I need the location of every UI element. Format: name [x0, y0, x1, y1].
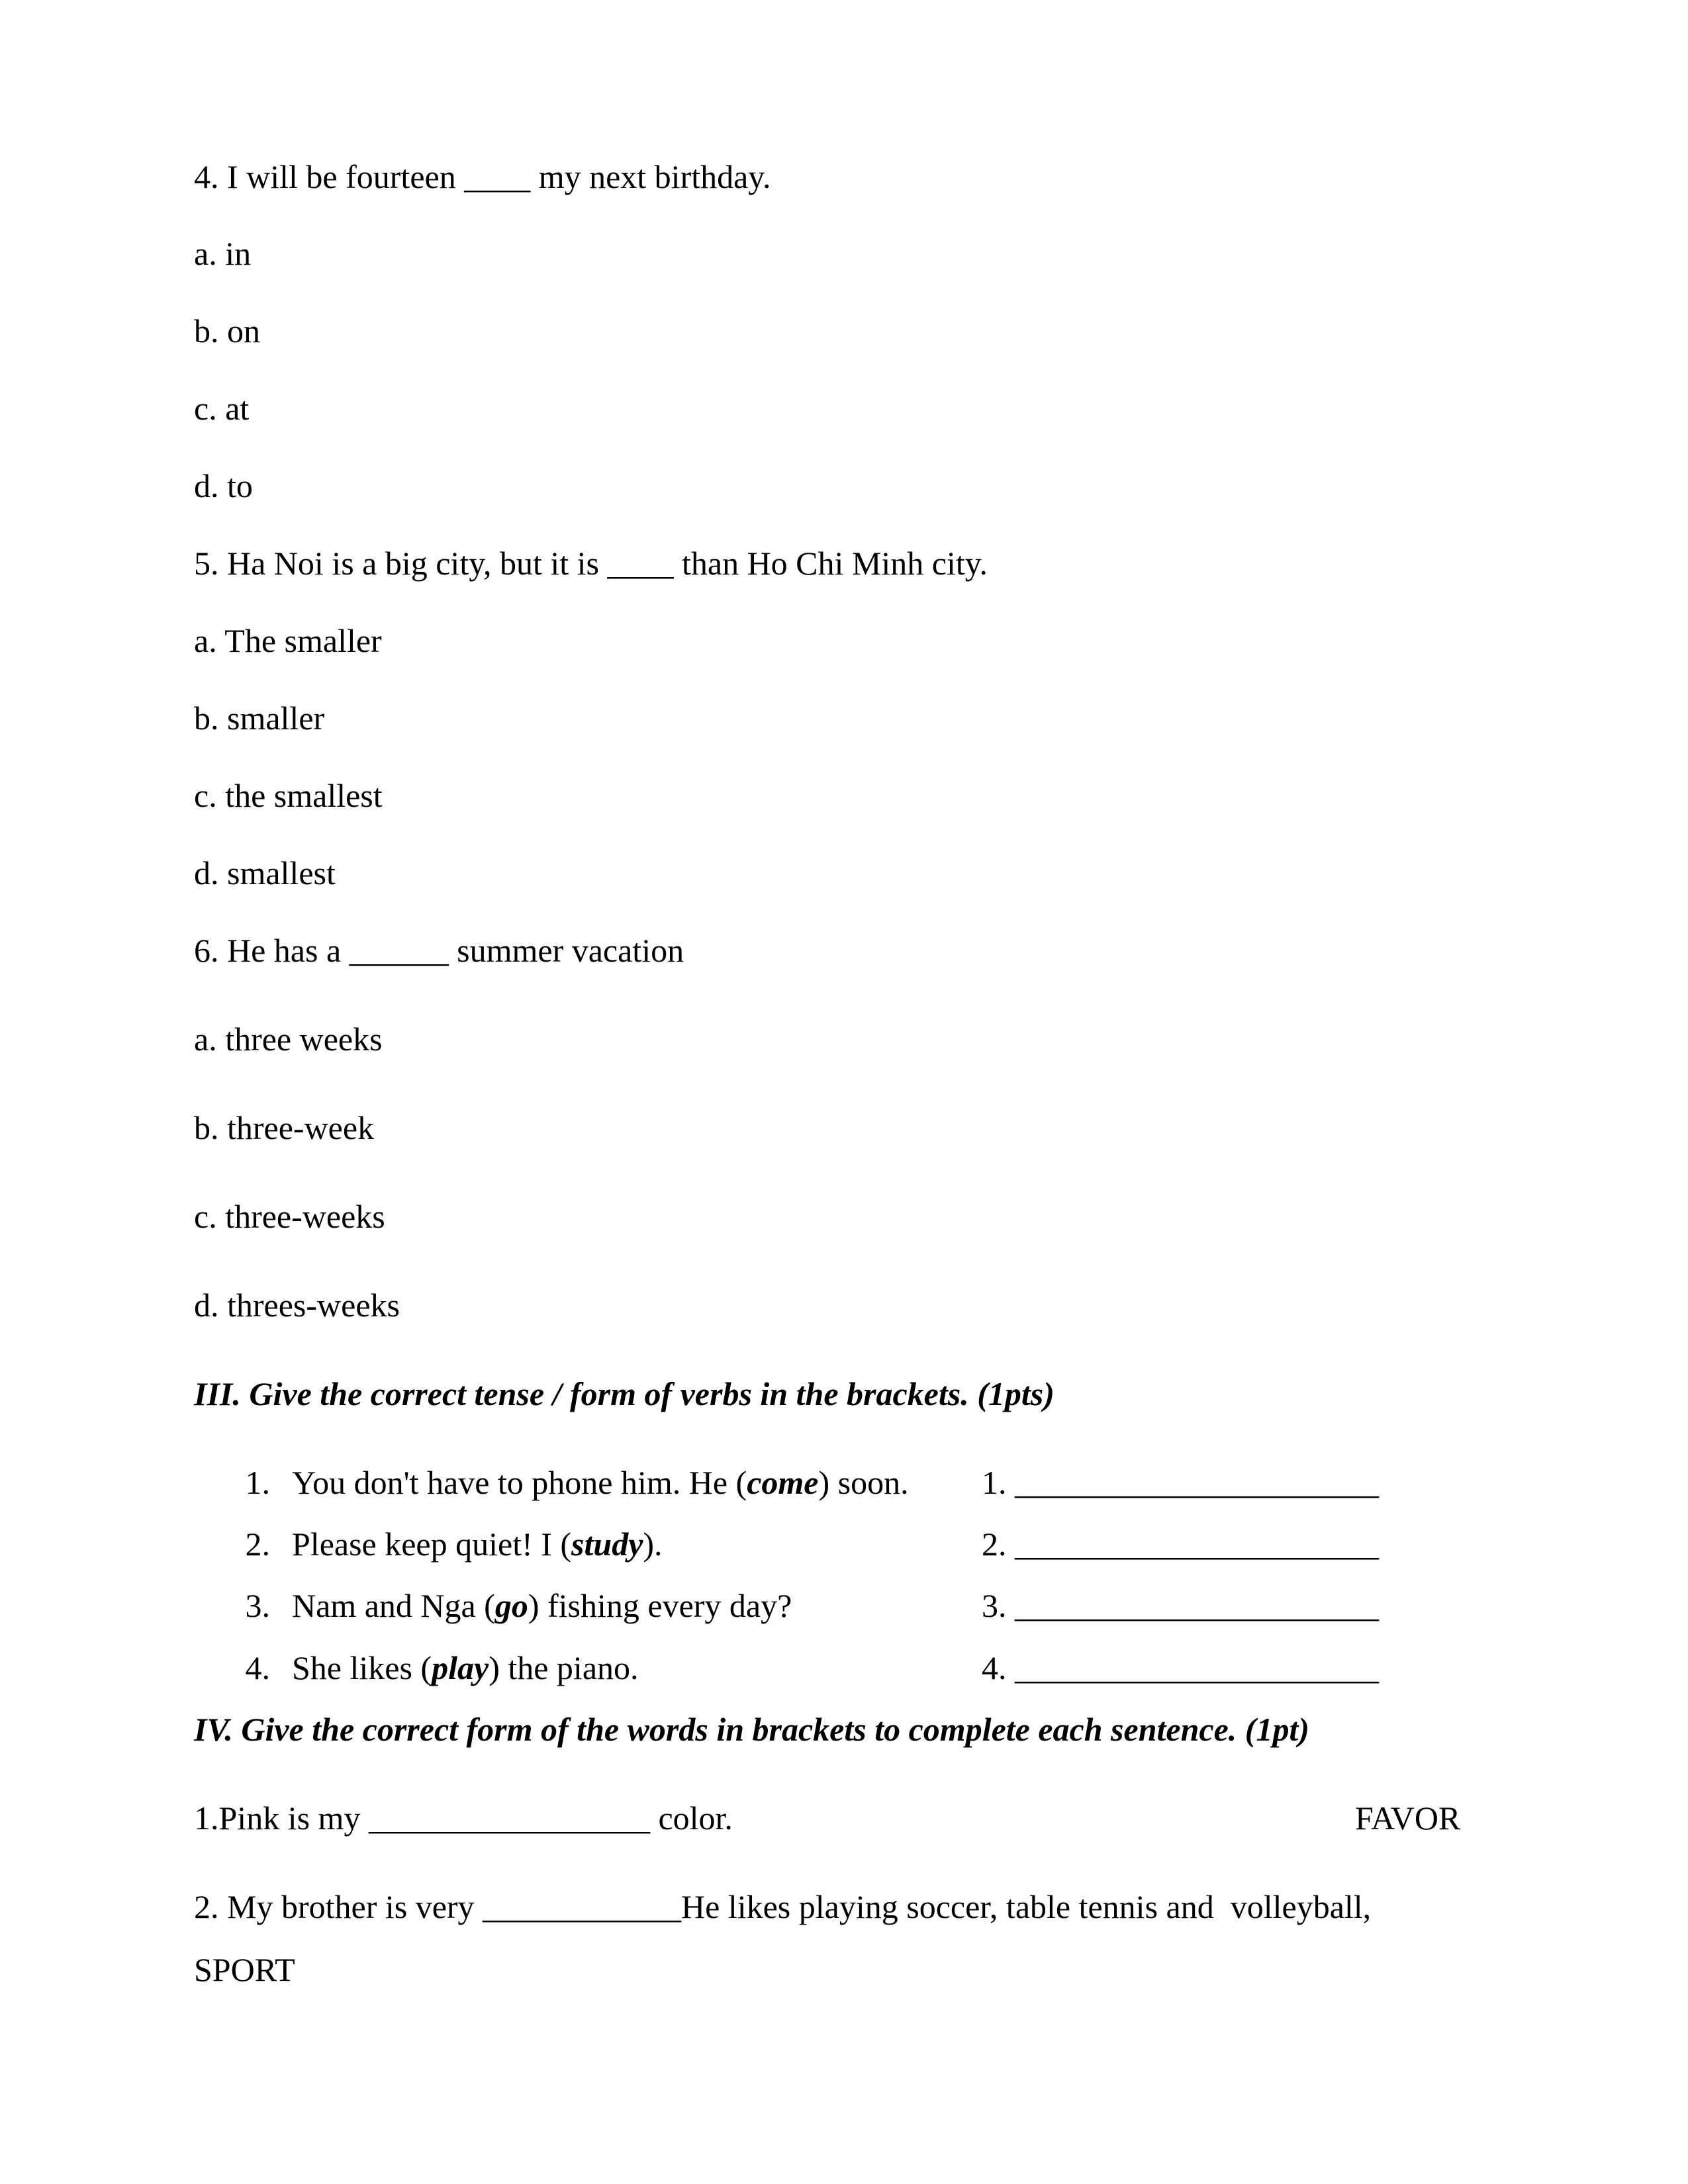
q4-option-a: a. in	[194, 235, 252, 272]
item-sentence	[292, 1648, 639, 1688]
q4-option-b: b. on	[194, 312, 260, 349]
item-number: 1.	[245, 1464, 270, 1501]
item-number: 4.	[245, 1649, 270, 1686]
item-number: 2.	[245, 1525, 270, 1563]
q6-option-a: a. three weeks	[194, 1021, 383, 1058]
q6-option-b: b. three-week	[194, 1109, 375, 1146]
item-sentence	[292, 1586, 792, 1625]
sentence-part: You don't have to phone him. He (	[292, 1464, 747, 1501]
q4-option-d: d. to	[194, 467, 253, 504]
section-iv-heading: IV. Give the correct form of the words in brackets to complete each sentence. (1pt)	[194, 1711, 1309, 1748]
item-number: 3.	[245, 1587, 270, 1624]
answer-blank: 4. ______________________	[982, 1649, 1379, 1686]
q4-option-c: c. at	[194, 390, 250, 427]
verb-hint: play	[432, 1649, 489, 1686]
sentence-part: ) soon.	[818, 1464, 909, 1501]
section-iv-item-2: 2. My brother is very ____________He likes playing soccer, table tennis and volleyball,	[194, 1888, 1372, 1925]
sentence-part: Nam and Nga (	[292, 1587, 495, 1624]
question-4: 4. I will be fourteen ____ my next birthday.	[194, 158, 771, 195]
answer-blank: 3. ______________________	[982, 1587, 1379, 1624]
q5-option-c: c. the smallest	[194, 777, 383, 814]
sentence-part: ) the piano.	[489, 1649, 639, 1686]
sentence-part: Please keep quiet! I (	[292, 1525, 572, 1563]
verb-hint: study	[571, 1525, 643, 1563]
item-sentence	[292, 1524, 663, 1564]
q5-option-a: a. The smaller	[194, 622, 382, 659]
answer-blank: 1. ______________________	[982, 1464, 1379, 1501]
verb-hint: come	[747, 1464, 819, 1501]
q5-option-d: d. smallest	[194, 854, 336, 891]
section-iv-word-1: FAVOR	[1355, 1799, 1461, 1837]
item-sentence	[292, 1463, 909, 1502]
section-iv-word-2: SPORT	[194, 1951, 295, 1988]
q6-option-c: c. three-weeks	[194, 1198, 385, 1235]
q6-option-d: d. threes-weeks	[194, 1287, 400, 1324]
answer-blank: 2. ______________________	[982, 1525, 1379, 1563]
sentence-part: She likes (	[292, 1649, 432, 1686]
verb-hint: go	[494, 1587, 528, 1624]
sentence-part: ).	[643, 1525, 663, 1563]
question-6: 6. He has a ______ summer vacation	[194, 932, 684, 969]
section-iv-item-1: 1.Pink is my _________________ color.	[194, 1799, 733, 1837]
question-5: 5. Ha Noi is a big city, but it is ____ than Ho Chi Minh city.	[194, 545, 988, 582]
sentence-part: ) fishing every day?	[528, 1587, 792, 1624]
q5-option-b: b. smaller	[194, 700, 325, 737]
section-iii-heading: III. Give the correct tense / form of verbs in the brackets. (1pts)	[194, 1375, 1055, 1412]
